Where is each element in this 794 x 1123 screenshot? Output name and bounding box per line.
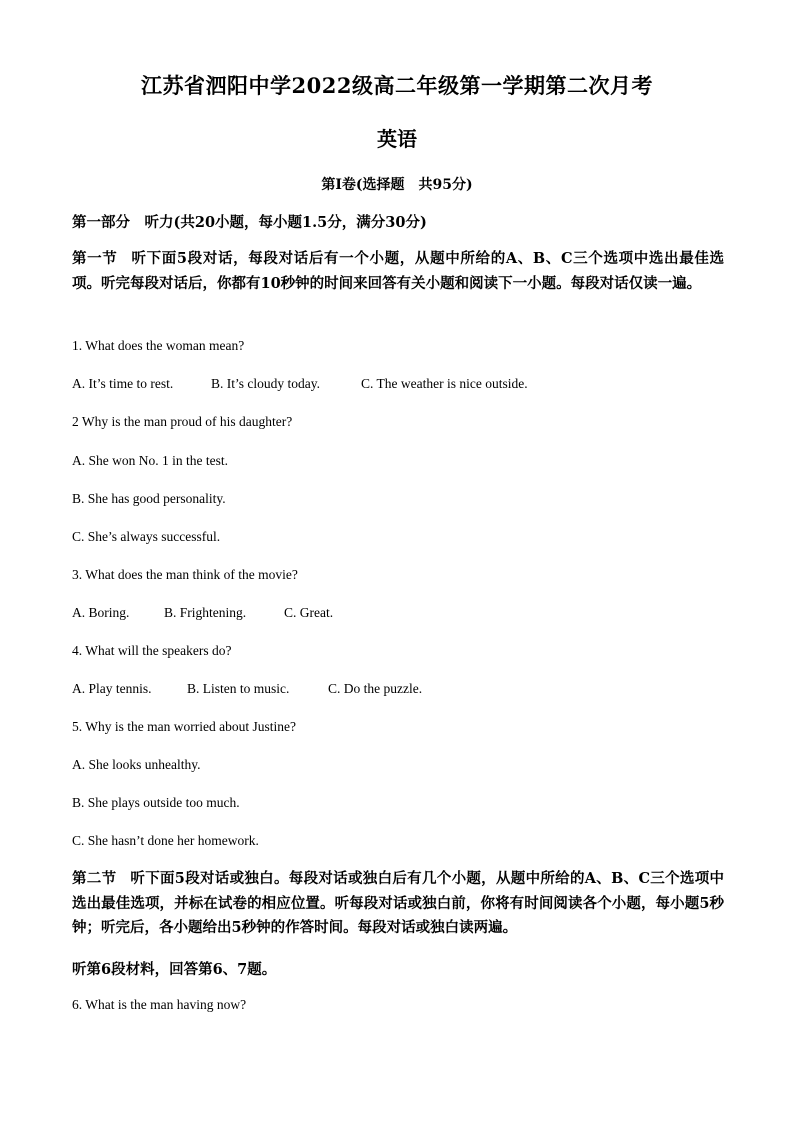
section1-text: 听下面5段对话，每段对话后有一个小题，从题中所给的A、B、C三个选项中选出最佳选项。听完每段对话后，你都有10秒钟的时间来回答有关小题和阅读下一小题。每段对话仅读一遍。 xyxy=(72,250,725,292)
question-stem: 6. What is the man having now? xyxy=(72,997,247,1012)
option-c: C. She hasn’t done her homework. xyxy=(72,833,259,848)
question-stem: 4. What will the speakers do? xyxy=(72,643,232,658)
question-stem: 5. Why is the man worried about Justine? xyxy=(72,719,296,734)
volume-heading: 第I卷(选择题 共95分) xyxy=(321,177,473,193)
question-stem: 2 Why is the man proud of his daughter? xyxy=(72,414,293,429)
section1-label: 第一节 xyxy=(72,250,118,267)
option-b: B. Listen to music. xyxy=(187,681,290,696)
section1-instruction xyxy=(72,247,724,296)
question-stem: 3. What does the man think of the movie? xyxy=(72,567,298,582)
material-heading: 听第6段材料，回答第6、7题。 xyxy=(72,961,277,978)
option-a: A. Play tennis. xyxy=(72,681,152,696)
option-b: B. It’s cloudy today. xyxy=(211,376,320,391)
option-a: A. She won No. 1 in the test. xyxy=(72,453,228,468)
option-c: C. She’s always successful. xyxy=(72,529,221,544)
part1-heading: 第一部分 听力(共20小题，每小题1.5分，满分30分) xyxy=(72,214,427,231)
section2-instruction xyxy=(72,867,724,941)
option-row xyxy=(72,605,333,621)
option-c: C. The weather is nice outside. xyxy=(361,376,528,391)
section2-label: 第二节 xyxy=(72,870,117,887)
option-a: A. It’s time to rest. xyxy=(72,376,174,391)
exam-title: 江苏省泗阳中学2022级高二年级第一学期第二次月考 xyxy=(141,73,653,98)
option-c: C. Great. xyxy=(284,605,334,620)
section2-text: 听下面5段对话或独白。每段对话或独白后有几个小题，从题中所给的A、B、C三个选项中选出最佳选项，并标在试卷的相应位置。听每段对话或独白前，你将有时间阅读各个小题，每小题5秒钟；听完后，各小题给出5秒钟的作答时间。每段对话或独白读两遍。 xyxy=(72,870,725,936)
option-a: A. Boring. xyxy=(72,605,130,620)
question-stem: 1. What does the woman mean? xyxy=(72,338,245,353)
option-row xyxy=(72,376,528,392)
option-c: C. Do the puzzle. xyxy=(328,681,423,696)
option-b: B. She has good personality. xyxy=(72,491,226,506)
option-b: B. She plays outside too much. xyxy=(72,795,240,810)
option-row xyxy=(72,681,422,697)
option-b: B. Frightening. xyxy=(164,605,247,620)
option-a: A. She looks unhealthy. xyxy=(72,757,201,772)
subject-title: 英语 xyxy=(377,127,417,151)
